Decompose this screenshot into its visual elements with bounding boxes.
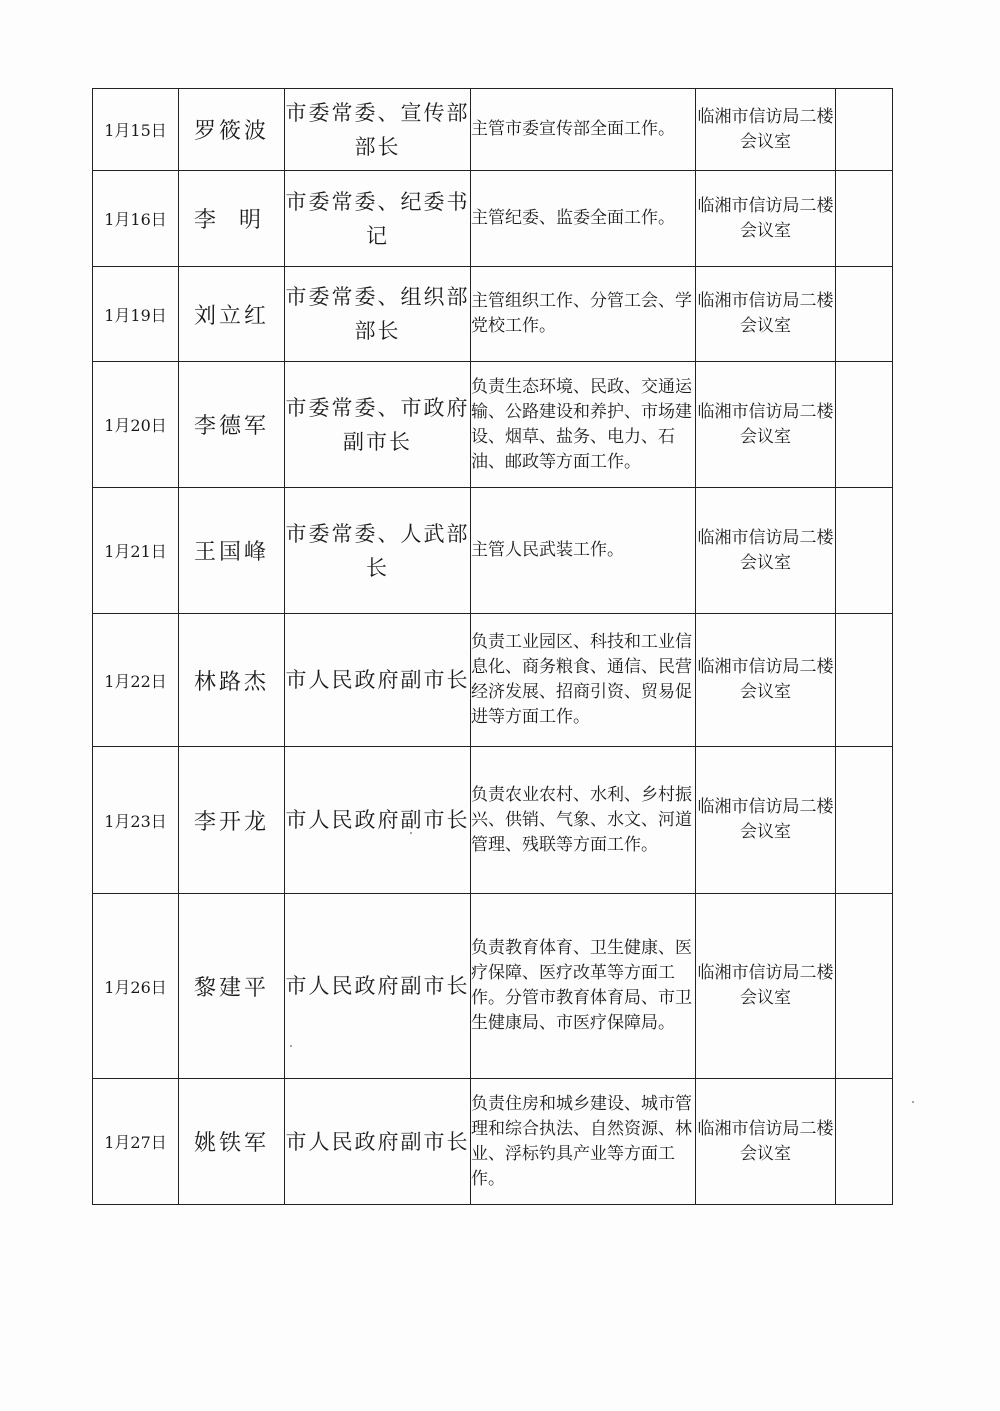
place-cell: 临湘市信访局二楼会议室 [696,894,836,1079]
table-row [93,614,893,747]
table-row [93,747,893,894]
blank-cell [836,267,893,362]
name-cell: 王国峰 [179,488,285,614]
duty-cell: 负责生态环境、民政、交通运输、公路建设和养护、市场建设、烟草、盐务、电力、石油、邮政等方面工作。 [471,362,696,488]
date-cell: 1月22日 [93,614,179,747]
duty-cell: 负责工业园区、科技和工业信息化、商务粮食、通信、民营经济发展、招商引资、贸易促进等方面工作。 [471,614,696,747]
blank-cell [836,894,893,1079]
table-row [93,89,893,171]
place-cell: 临湘市信访局二楼会议室 [696,614,836,747]
date-cell: 1月19日 [93,267,179,362]
title-cell: 市委常委、宣传部部长 [285,89,471,171]
date-cell: 1月21日 [93,488,179,614]
date-cell: 1月20日 [93,362,179,488]
blank-cell [836,1079,893,1205]
name-cell: 李开龙 [179,747,285,894]
blank-cell [836,362,893,488]
place-cell: 临湘市信访局二楼会议室 [696,362,836,488]
duty-cell: 主管纪委、监委全面工作。 [471,171,696,267]
table-row [93,171,893,267]
title-cell: 市委常委、人武部长 [285,488,471,614]
scan-speck [912,1101,914,1103]
table-row [93,1079,893,1205]
duty-cell: 负责教育体育、卫生健康、医疗保障、医疗改革等方面工作。分管市教育体育局、市卫生健康局、市医疗保障局。 [471,894,696,1079]
table-row [93,894,893,1079]
place-cell: 临湘市信访局二楼会议室 [696,89,836,171]
reception-schedule-table [92,88,893,1205]
blank-cell [836,747,893,894]
duty-cell: 负责住房和城乡建设、城市管理和综合执法、自然资源、林业、浮标钓具产业等方面工作。 [471,1079,696,1205]
place-cell: 临湘市信访局二楼会议室 [696,1079,836,1205]
name-cell: 刘立红 [179,267,285,362]
duty-cell: 负责农业农村、水利、乡村振兴、供销、气象、水文、河道管理、残联等方面工作。 [471,747,696,894]
place-cell: 临湘市信访局二楼会议室 [696,747,836,894]
name-cell: 林路杰 [179,614,285,747]
place-cell: 临湘市信访局二楼会议室 [696,171,836,267]
blank-cell [836,488,893,614]
place-cell: 临湘市信访局二楼会议室 [696,267,836,362]
title-cell: 市委常委、市政府副市长 [285,362,471,488]
duty-cell: 主管人民武装工作。 [471,488,696,614]
blank-cell [836,614,893,747]
table-row [93,488,893,614]
name-cell: 姚铁军 [179,1079,285,1205]
scan-speck [290,1045,292,1047]
title-cell: 市人民政府副市长 [285,614,471,747]
date-cell: 1月23日 [93,747,179,894]
blank-cell [836,171,893,267]
title-cell: 市委常委、纪委书记 [285,171,471,267]
title-cell: 市人民政府副市长 [285,894,471,1079]
duty-cell: 主管市委宣传部全面工作。 [471,89,696,171]
table-row [93,267,893,362]
name-cell: 李德军 [179,362,285,488]
title-cell: 市委常委、组织部部长 [285,267,471,362]
place-cell: 临湘市信访局二楼会议室 [696,488,836,614]
blank-cell [836,89,893,171]
date-cell: 1月26日 [93,894,179,1079]
duty-cell: 主管组织工作、分管工会、学党校工作。 [471,267,696,362]
title-cell: 市人民政府副市长 [285,1079,471,1205]
title-cell: 市人民政府副市长 [285,747,471,894]
table-row [93,362,893,488]
date-cell: 1月15日 [93,89,179,171]
name-cell: 李 明 [179,171,285,267]
scan-speck [410,832,412,834]
name-cell: 黎建平 [179,894,285,1079]
name-cell: 罗筱波 [179,89,285,171]
date-cell: 1月27日 [93,1079,179,1205]
date-cell: 1月16日 [93,171,179,267]
